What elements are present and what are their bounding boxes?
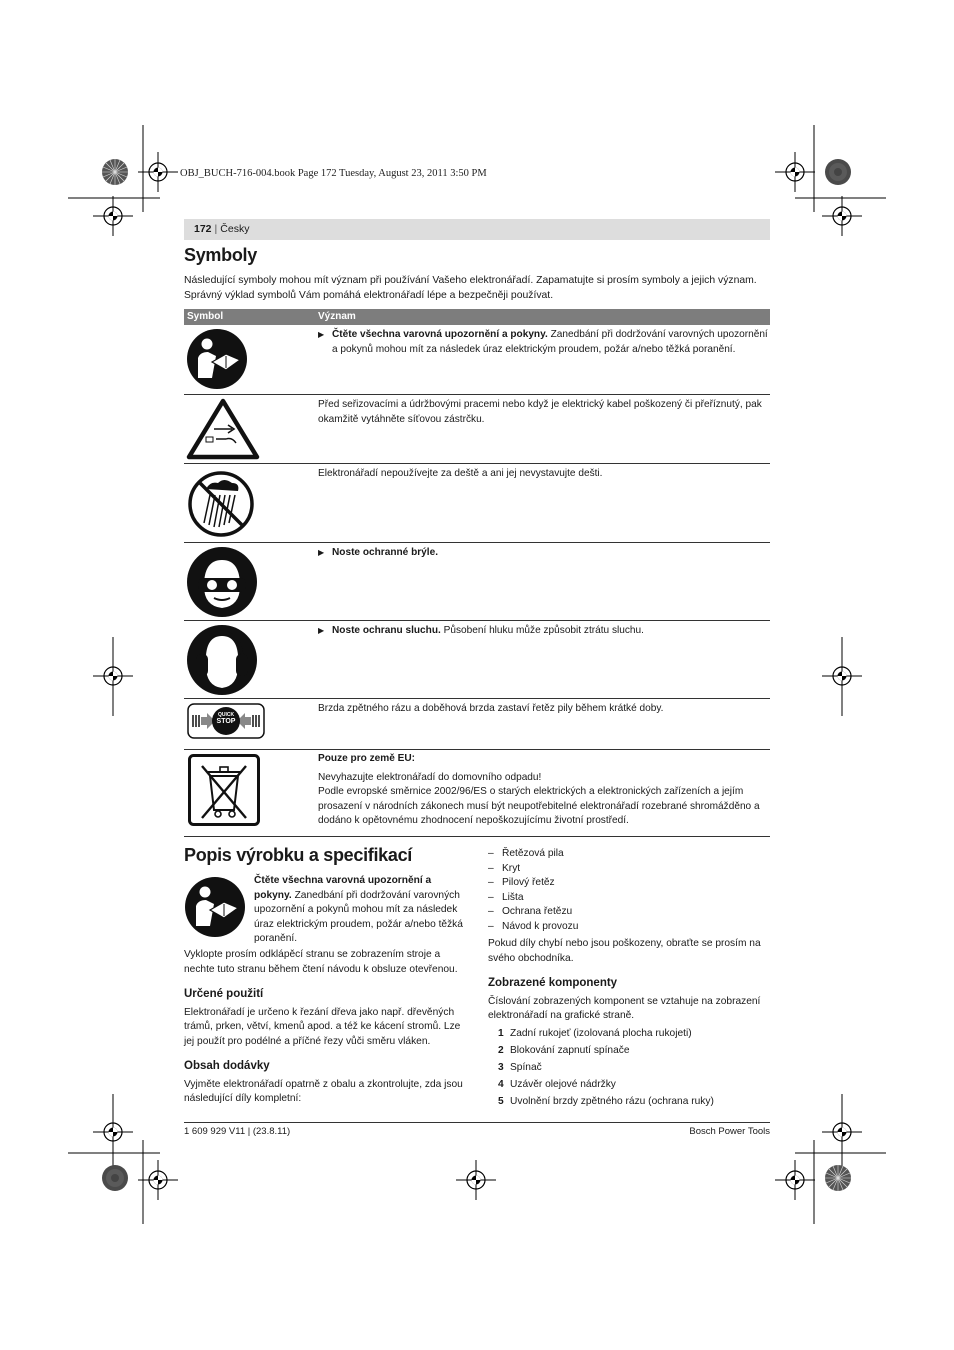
table-row xyxy=(184,543,770,621)
footer-divider xyxy=(184,1122,770,1123)
table-row xyxy=(184,621,770,699)
warning-text xyxy=(254,874,466,947)
item-label: Uvolnění brzdy zpětného rázu (ochrana ruky) xyxy=(510,1095,714,1107)
table-row xyxy=(184,750,770,837)
quick-stop-label-bottom: STOP xyxy=(216,718,236,725)
table-row xyxy=(184,325,770,395)
row-meaning: Před seřizovacími a údržbovými pracemi nebo když je elektrický kabel poškozený či přeříznutý, pak okamžitě vytáhněte síťovou zástrčku. xyxy=(318,399,762,425)
file-header: OBJ_BUCH-716-004.book Page 172 Tuesday, August 23, 2011 3:50 PM xyxy=(180,168,487,179)
list-item xyxy=(488,1025,770,1042)
list-item: – Ochrana řetězu xyxy=(488,905,770,920)
delivery-title: Obsah dodávky xyxy=(184,1060,270,1072)
safety-goggles-icon xyxy=(186,546,258,618)
meaning-text: Působení hluku může způsobit ztrátu sluchu. xyxy=(440,625,644,636)
row-meaning xyxy=(318,546,770,561)
list-item xyxy=(488,1042,770,1059)
item-number: 5 xyxy=(498,1095,504,1107)
col-symbol: Symbol xyxy=(187,311,224,322)
meaning-bold: Noste ochranné brýle. xyxy=(332,547,439,558)
components-list xyxy=(488,1025,770,1110)
col-meaning: Význam xyxy=(318,311,356,322)
symbols-intro: Následující symboly mohou mít význam při používání Vašeho elektronářadí. Zapamatujte si prosím symboly a jejich význam. Správný výklad symbolů Vám pomáhá elektronářadí lépe a bezpečněji používat. xyxy=(184,275,757,301)
list-item: – Kryt xyxy=(488,862,770,877)
list-item xyxy=(488,1076,770,1093)
quick-stop-icon xyxy=(187,703,265,739)
list-item: – Řetězová pila xyxy=(488,847,770,862)
components-text: Číslování zobrazených komponent se vztahuje na zobrazení elektronářadí na grafické straně. xyxy=(488,995,761,1021)
list-item xyxy=(488,1059,770,1076)
meaning-line-1: Nevyhazujte elektronářadí do domovního odpadu! xyxy=(318,771,542,783)
quick-stop-label-top: QUICK xyxy=(217,712,235,718)
meaning-bold: Pouze pro země EU: xyxy=(318,753,416,764)
components-title: Zobrazené komponenty xyxy=(488,977,618,989)
unplug-warning-icon xyxy=(186,397,260,461)
page-language: Česky xyxy=(220,223,250,235)
list-item: – Lišta xyxy=(488,891,770,906)
left-column xyxy=(184,872,466,1107)
meaning-text: Zanedbání při dodržování varovných upozornění a pokynů mohou mít za následek úraz elektrickým proudem, požár a/nebo těžká poranění. xyxy=(332,329,768,355)
page-header: 172 | Česky xyxy=(184,219,770,240)
footer-doc-number: 1 609 929 V11 | (23.8.11) xyxy=(184,1126,291,1137)
item-number: 3 xyxy=(498,1061,504,1073)
footer-brand: Bosch Power Tools xyxy=(689,1126,770,1137)
meaning-line-2: Podle evropské směrnice 2002/96/ES o starých elektrických a elektronických zařízeních a jejím prosazení v národních zákonech musí být neupotřebitelné elektronářadí rozebrané shromážděno a dodáno k opětovnému zhodnocení nepoškozujícímu životní prostředí. xyxy=(318,786,760,826)
item-number: 4 xyxy=(498,1078,504,1090)
meaning-bold: Noste ochranu sluchu. xyxy=(332,625,441,636)
missing-parts-text: Pokud díly chybí nebo jsou poškozeny, obraťte se prosím na svého obchodníka. xyxy=(488,938,761,964)
item-label: Uzávěr olejové nádržky xyxy=(510,1078,616,1090)
page-number: 172 xyxy=(194,223,212,235)
table-row xyxy=(184,464,770,543)
item-label: Spínač xyxy=(510,1061,542,1073)
symbols-title: Symboly xyxy=(184,245,257,265)
row-meaning xyxy=(318,752,770,829)
item-number: 1 xyxy=(498,1027,504,1039)
read-manual-icon xyxy=(186,328,248,390)
delivery-list xyxy=(488,847,770,934)
table-row xyxy=(184,699,770,750)
list-item xyxy=(488,1093,770,1110)
list-item: – Pilový řetěz xyxy=(488,876,770,891)
right-column xyxy=(488,847,770,1110)
weee-bin-icon xyxy=(188,754,260,826)
warning-bold: Čtěte všechna varovná upozornění a pokyny. xyxy=(254,875,432,901)
list-item: – Návod k provozu xyxy=(488,920,770,935)
delivery-text: Vyjměte elektronářadí opatrně z obalu a zkontrolujte, zda jsou následující díly kompletní: xyxy=(184,1078,463,1104)
product-section-title: Popis výrobku a specifikací xyxy=(184,845,413,865)
item-label: Blokování zapnutí spínače xyxy=(510,1044,630,1056)
row-meaning: Brzda zpětného rázu a doběhová brzda zastaví řetěz pily během krátké doby. xyxy=(318,703,664,714)
warning-body: Zanedbání při dodržování varovných upozornění a pokynů mohou mít za následek úraz elektrickým proudem, požár a/nebo těžká poranění. xyxy=(254,889,463,944)
item-number: 2 xyxy=(498,1044,504,1056)
row-meaning: Elektronářadí nepoužívejte za deště a ani jej nevystavujte dešti. xyxy=(318,468,603,479)
warning-block xyxy=(184,872,466,948)
meaning-bold: Čtěte všechna varovná upozornění a pokyny. xyxy=(332,329,548,340)
table-row xyxy=(184,395,770,464)
ear-protection-icon xyxy=(186,624,258,696)
intended-use-title: Určené použití xyxy=(184,988,264,1000)
item-label: Zadní rukojeť (izolovaná plocha rukojeti) xyxy=(510,1027,692,1039)
no-rain-icon xyxy=(186,469,256,539)
foldout-text: Vyklopte prosím odklápěcí stranu se zobrazením stroje a nechte tuto stranu během čtení návodu k obsluze otevřenou. xyxy=(184,949,458,975)
table-header xyxy=(184,309,770,325)
symbols-table xyxy=(184,309,770,837)
intended-use-text: Elektronářadí je určeno k řezání dřeva jako např. dřevěných trámů, prken, větví, kmenů apod. a též ke kácení stromů. Lze jej použít pro podélné a příčné řezy vůči směru vláken. xyxy=(184,1006,461,1047)
row-meaning xyxy=(318,624,770,639)
row-meaning xyxy=(318,328,770,357)
read-manual-icon xyxy=(184,876,246,938)
